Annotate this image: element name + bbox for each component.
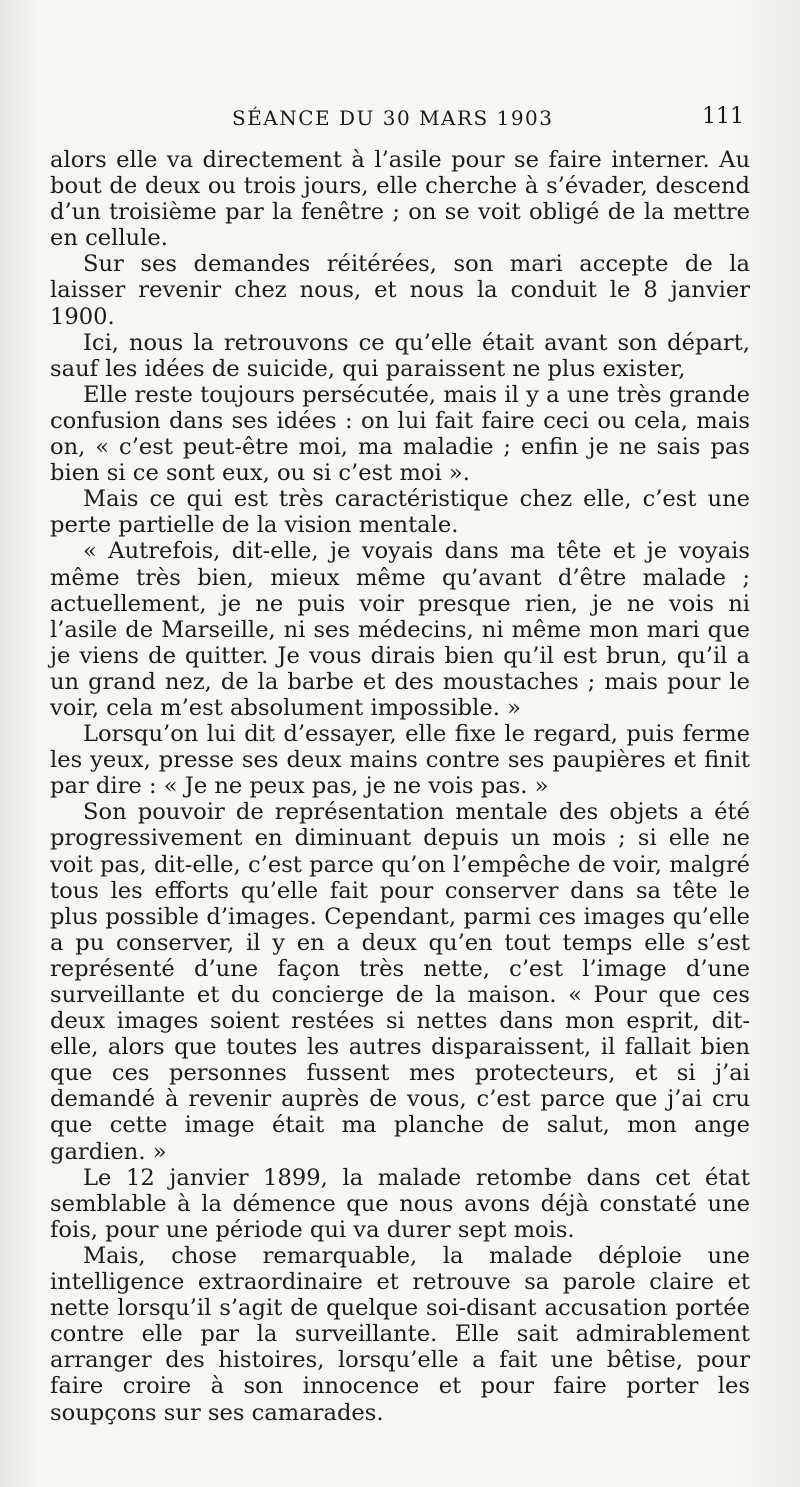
paragraph: Mais ce qui est très caractéristique chez elle, c’est une perte partielle de la vision mentale. xyxy=(50,486,750,539)
paragraph: Elle reste toujours persécutée, mais il y a une très grande confusion dans ses idées : on lui fait faire ceci ou cela, mais on, « c’est peut-être moi, ma maladie ; enfin je ne sais pas bien si ce sont eux, ou si c’est moi ». xyxy=(50,381,750,487)
paragraph: Le 12 janvier 1899, la malade retombe dans cet état semblable à la démence que nous avons déjà constaté une fois, pour une période qui va durer sept mois. xyxy=(50,1164,750,1243)
paragraph: Son pouvoir de représentation mentale des objets a été progressivement en diminuant depuis un mois ; si elle ne voit pas, dit-elle, c’est parce qu’on l’empêche de voir, malgré tous les efforts qu’elle fait pour conserver dans sa tête le plus possible d’images. Cependant, parmi ces images qu’elle a pu conserver, il y en a deux qu’en tout temps elle s’est représenté d’une façon très nette, c’est l’image d’une surveillante et du concierge de la maison. « Pour que ces deux images soient restées si nettes dans mon esprit, dit-elle, alors que toutes les autres disparaissent, il fallait bien que ces personnes fussent mes protecteurs, et si j’ai demandé à revenir auprès de vous, c’est parce que j’ai cru que cette image était ma planche de salut, mon ange gardien. » xyxy=(50,799,750,1165)
page-header xyxy=(50,96,744,136)
running-title: SÉANCE DU 30 MARS 1903 xyxy=(232,106,554,130)
paragraph: Sur ses demandes réitérées, son mari accepte de la laisser revenir chez nous, et nous la conduit le 8 janvier 1900. xyxy=(50,251,750,330)
paragraph: Lorsqu’on lui dit d’essayer, elle fixe le regard, puis ferme les yeux, presse ses deux mains contre ses paupières et finit par dire : « Je ne peux pas, je ne vois pas. » xyxy=(50,721,750,800)
paragraph: Mais, chose remarquable, la malade déploie une intelligence extraordinaire et retrouve sa parole claire et nette lorsqu’il s’agit de quelque soi-disant accusation portée contre elle par la surveillante. Elle sait admirablement arranger des histoires, lorsqu’elle a fait une bêtise, pour faire croire à son innocence et pour faire porter les soupçons sur ses camarades. xyxy=(50,1242,750,1426)
paragraph: « Autrefois, dit-elle, je voyais dans ma tête et je voyais même très bien, mieux même qu’avant d’être malade ; actuellement, je ne puis voir presque rien, je ne vois ni l’asile de Marseille, ni ses médecins, ni même mon mari que je viens de quitter. Je vous dirais bien qu’il est brun, qu’il a un grand nez, de la barbe et des moustaches ; mais pour le voir, cela m’est absolument impossible. » xyxy=(50,538,750,721)
body-text xyxy=(50,147,750,1426)
paragraph: Ici, nous la retrouvons ce qu’elle était avant son départ, sauf les idées de suicide, qui paraissent ne plus exister, xyxy=(50,329,750,382)
page-number: 111 xyxy=(702,104,744,129)
paragraph: alors elle va directement à l’asile pour se faire interner. Au bout de deux ou trois jours, elle cherche à s’évader, descend d’un troisième par la fenêtre ; on se voit obligé de la mettre en cellule. xyxy=(50,147,750,252)
